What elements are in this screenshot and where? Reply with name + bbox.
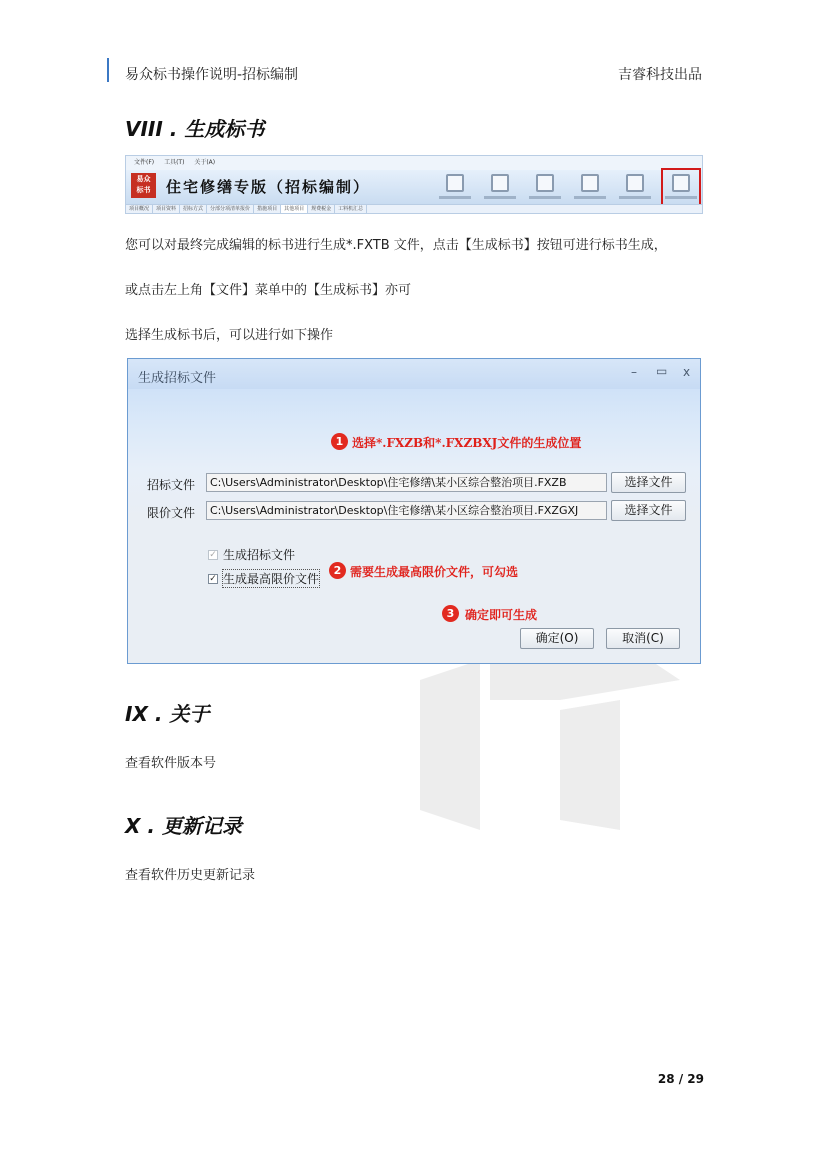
tab-materials-summary[interactable]: 工料机汇总 bbox=[335, 205, 367, 213]
annotation-note-3: 确定即可生成 bbox=[465, 608, 538, 622]
paragraph: 您可以对最终完成编辑的标书进行生成*.FXTB 文件，点击【生成标书】按钮可进行标书生成， bbox=[125, 238, 667, 253]
browse-limit-file-button[interactable]: 选择文件 bbox=[611, 500, 686, 521]
menu-file[interactable]: 文件(F) bbox=[134, 159, 155, 166]
check-icon[interactable] bbox=[574, 172, 606, 202]
limit-file-label: 限价文件 bbox=[147, 506, 196, 520]
close-icon[interactable]: x bbox=[683, 365, 691, 379]
header-publisher: 吉睿科技出品 bbox=[618, 67, 702, 83]
annotation-badge-1: 1 bbox=[331, 433, 348, 450]
app-title: 住宅修缮专版（招标编制） bbox=[166, 178, 371, 196]
paragraph: 选择生成标书后，可以进行如下操作 bbox=[125, 328, 334, 343]
tab-other-items[interactable]: 其他项目 bbox=[281, 205, 308, 213]
cancel-button[interactable]: 取消(C) bbox=[606, 628, 680, 649]
bid-file-path-input[interactable]: C:\Users\Administrator\Desktop\住宅修缮\某小区综合整治项目.FXZB bbox=[206, 473, 607, 492]
section-heading-generate: VIII . 生成标书 bbox=[125, 117, 265, 141]
tab-bid-method[interactable]: 招标方式 bbox=[180, 205, 207, 213]
save-icon[interactable] bbox=[529, 172, 561, 202]
limit-file-path-input[interactable]: C:\Users\Administrator\Desktop\住宅修缮\某小区综合整治项目.FXZGXJ bbox=[206, 501, 607, 520]
generate-bid-label: 生成招标文件 bbox=[223, 548, 296, 562]
page-number: 28 / 29 bbox=[657, 1072, 704, 1086]
generate-limit-checkbox[interactable]: ✓ bbox=[209, 574, 217, 584]
paragraph: 查看软件版本号 bbox=[125, 756, 217, 771]
annotation-badge-3: 3 bbox=[442, 605, 459, 622]
annotation-note-1: 选择*.FXZB和*.FXZBXJ文件的生成位置 bbox=[352, 436, 582, 450]
document-icon[interactable] bbox=[439, 172, 471, 202]
tab-itemized-quote[interactable]: 分部分项清单报价 bbox=[207, 205, 254, 213]
bid-file-label: 招标文件 bbox=[147, 478, 196, 492]
section-heading-changelog: X . 更新记录 bbox=[125, 814, 242, 838]
annotation-badge-2: 2 bbox=[329, 562, 346, 579]
minimize-icon[interactable]: – bbox=[631, 365, 637, 379]
tab-project-overview[interactable]: 项目概况 bbox=[126, 205, 153, 213]
menu-tools[interactable]: 工具(T) bbox=[164, 159, 185, 166]
print-icon[interactable] bbox=[619, 172, 651, 202]
paragraph: 或点击左上角【文件】菜单中的【生成标书】亦可 bbox=[125, 283, 412, 298]
generate-limit-label: 生成最高限价文件 bbox=[223, 572, 320, 586]
annotation-note-2: 需要生成最高限价文件，可勾选 bbox=[350, 565, 519, 579]
maximize-icon[interactable]: ▭ bbox=[656, 364, 668, 378]
generate-bid-button[interactable] bbox=[665, 172, 697, 202]
app-toolbar-screenshot bbox=[125, 155, 703, 214]
generate-dialog-screenshot bbox=[127, 358, 701, 664]
menu-about[interactable]: 关于(A) bbox=[194, 159, 216, 166]
dialog-title: 生成招标文件 bbox=[138, 371, 217, 386]
app-tabs bbox=[126, 204, 702, 214]
paragraph: 查看软件历史更新记录 bbox=[125, 868, 256, 883]
ok-button[interactable]: 确定(O) bbox=[520, 628, 594, 649]
section-heading-about: IX . 关于 bbox=[125, 702, 210, 726]
tab-measures[interactable]: 措施项目 bbox=[254, 205, 281, 213]
header-accent-bar bbox=[107, 58, 109, 82]
app-logo: 易众 标书 bbox=[131, 173, 156, 198]
header-doc-title: 易众标书操作说明-招标编制 bbox=[125, 67, 299, 83]
tab-fees-taxes[interactable]: 规费税金 bbox=[308, 205, 335, 213]
watermark-logo bbox=[420, 640, 680, 830]
folder-icon[interactable] bbox=[484, 172, 516, 202]
app-menubar bbox=[126, 156, 702, 170]
browse-bid-file-button[interactable]: 选择文件 bbox=[611, 472, 686, 493]
tab-project-data[interactable]: 项目资料 bbox=[153, 205, 180, 213]
generate-bid-checkbox[interactable]: ✓ bbox=[209, 550, 217, 560]
